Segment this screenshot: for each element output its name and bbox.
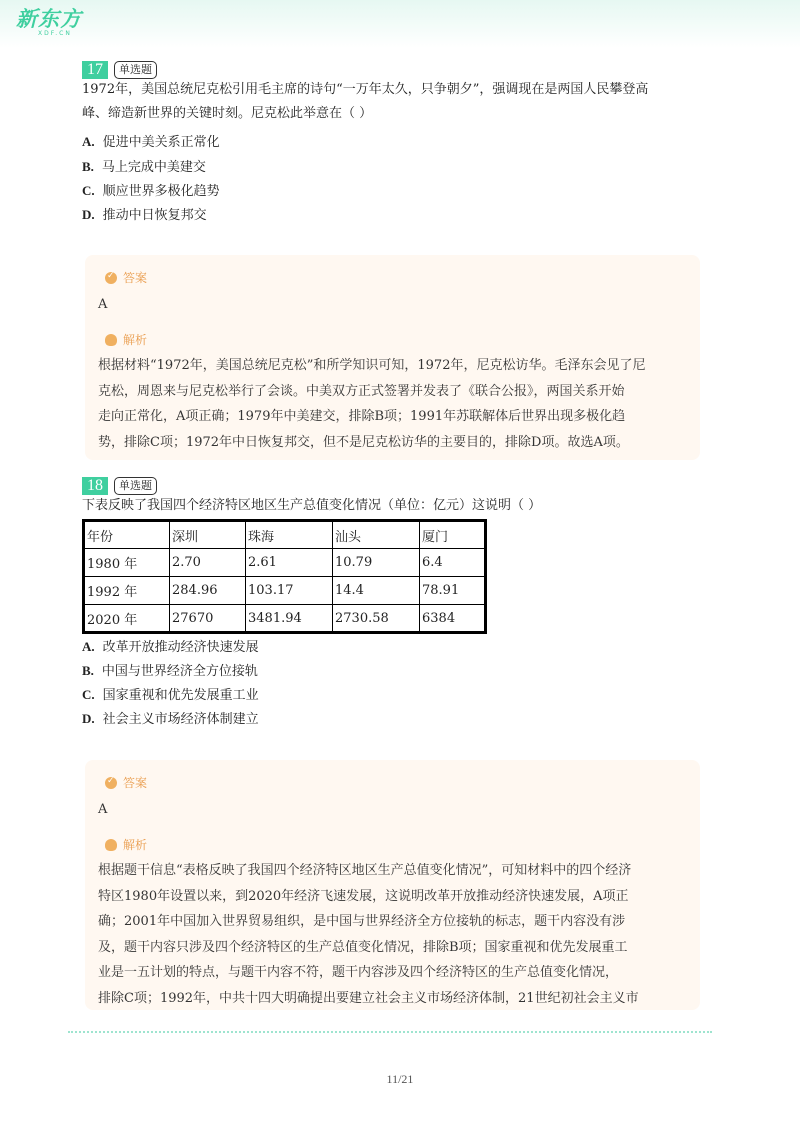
lightbulb-icon bbox=[105, 334, 117, 346]
option-a: A. 改革开放推动经济快速发展 bbox=[82, 639, 259, 655]
option-b: B. 中国与世界经济全方位接轨 bbox=[82, 663, 258, 679]
option-b: B. 马上完成中美建交 bbox=[82, 159, 206, 175]
explain-tag: 解析 bbox=[105, 836, 147, 853]
answer-tag: ✓ 答案 bbox=[105, 774, 147, 791]
question-type-badge: 单选题 bbox=[114, 61, 157, 79]
check-icon bbox=[105, 777, 117, 789]
answer-tag: ✓ 答案 bbox=[105, 269, 147, 286]
question-number: 17 bbox=[82, 61, 108, 79]
option-d: D. 推动中日恢复邦交 bbox=[82, 207, 207, 223]
page-number: 11/21 bbox=[386, 1072, 414, 1086]
question-17-stem: 1972年，美国总统尼克松引用毛主席的诗句“一万年太久，只争朝夕”，强调现在是两国人民攀登高 峰、缔造新世界的关键时刻。尼克松此举意在（ ） bbox=[82, 82, 649, 121]
question-17-header bbox=[82, 61, 157, 79]
question-type-badge: 单选题 bbox=[114, 477, 157, 495]
table-header-row: 年份 深圳 珠海 汕头 厦门 bbox=[84, 521, 486, 549]
header-band bbox=[0, 0, 800, 48]
option-a: A. 促进中美关系正常化 bbox=[82, 134, 220, 150]
answer-value: A bbox=[98, 297, 108, 312]
dotted-divider bbox=[68, 1031, 712, 1033]
explain-tag: 解析 bbox=[105, 331, 147, 348]
answer-value: A bbox=[98, 802, 108, 817]
option-d: D. 社会主义市场经济体制建立 bbox=[82, 711, 259, 727]
table-row: 2020 年 27670 3481.94 2730.58 6384 bbox=[84, 605, 486, 633]
explanation-text: 根据材料“1972年，美国总统尼克松”和所学知识可知，1972年，尼克松访华。毛泽东会见了尼 克松，周恩来与尼克松举行了会谈。中美双方正式签署并发表了《联合公报》，两国关系开始 走向正常化，A项正确；1979年中美建交，排除B项；1991年苏联解体后世界出现多极化趋 势，排除C项；1972年中日恢复邦交，但不是尼克松访华的主要目的，排除D项。故选A项。 bbox=[98, 358, 646, 450]
option-c: C. 国家重视和优先发展重工业 bbox=[82, 687, 259, 703]
option-c: C. 顺应世界多极化趋势 bbox=[82, 183, 220, 199]
question-18-stem: 下表反映了我国四个经济特区地区生产总值变化情况（单位：亿元）这说明（ ） bbox=[82, 498, 542, 513]
question-number: 18 bbox=[82, 477, 108, 495]
gdp-table bbox=[82, 519, 487, 634]
lightbulb-icon bbox=[105, 839, 117, 851]
check-icon bbox=[105, 272, 117, 284]
answer-card-17 bbox=[85, 255, 700, 460]
table-row: 1980 年 2.70 2.61 10.79 6.4 bbox=[84, 549, 486, 577]
answer-card-18 bbox=[85, 760, 700, 1010]
explanation-text: 根据题干信息“表格反映了我国四个经济特区地区生产总值变化情况”，可知材料中的四个经济 特区1980年设置以来，到2020年经济飞速发展，这说明改革开放推动经济快速发展，A项正 确；2001年中国加入世界贸易组织，是中国与世界经济全方位接轨的标志，题干内容没有涉 及，题干内容只涉及四个经济特区的生产总值变化情况，排除B项；国家重视和优先发展重工 业是一五计划的特点，与题干内容不符，题干内容涉及四个经济特区的生产总值变化情况， 排除C项；1992年，中共十四大明确提出要建立社会主义市场经济体制，21世纪初社会主义市 bbox=[98, 863, 639, 1006]
xdf-logo: 新东方 XDF.CN bbox=[16, 7, 82, 37]
question-18-header bbox=[82, 477, 157, 495]
table-row: 1992 年 284.96 103.17 14.4 78.91 bbox=[84, 577, 486, 605]
